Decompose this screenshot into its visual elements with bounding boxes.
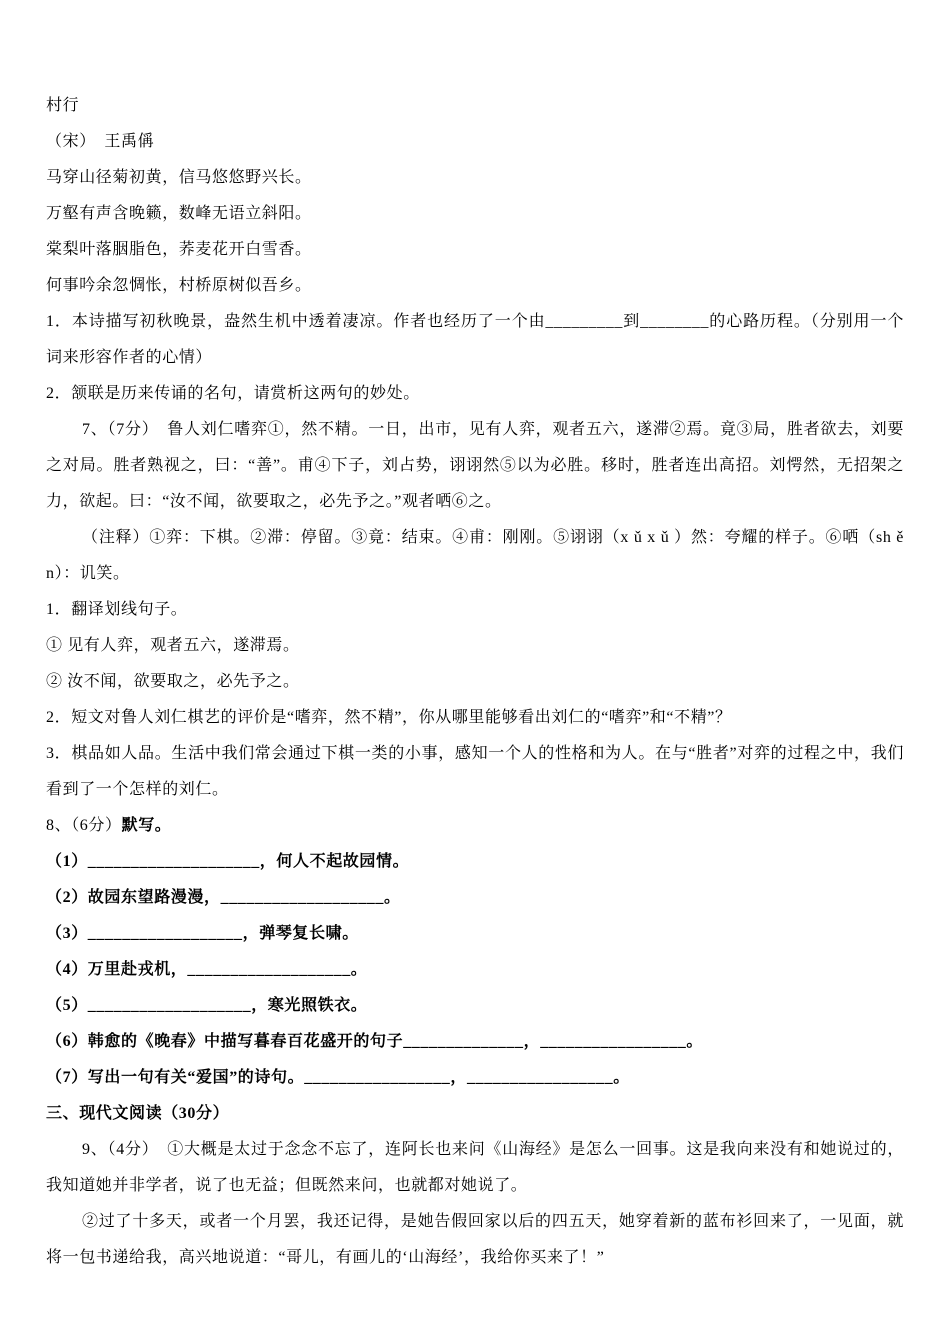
poem-line: 马穿山径菊初黄，信马悠悠野兴长。 bbox=[46, 169, 312, 186]
poem-line: 万壑有声含晚籁，数峰无语立斜阳。 bbox=[46, 205, 312, 222]
dictation-heading bbox=[46, 808, 904, 844]
classical-translate-sentence-2: ② 汝不闻，欲要取之，必先予之。 bbox=[46, 673, 300, 690]
classical-question-2: 2．短文对鲁人刘仁棋艺的评价是“嗜弈，然不精”，你从哪里能够看出刘仁的“嗜弈”和“不精”？ bbox=[46, 709, 732, 726]
modern-reading-heading: 三、现代文阅读（30分） bbox=[46, 1105, 230, 1122]
dictation-item: （6）韩愈的《晚春》中描写暮春百花盛开的句子______________，_________________。 bbox=[46, 1033, 704, 1050]
poem-line: 何事吟余忽惆怅，村桥原树似吾乡。 bbox=[46, 277, 312, 294]
classical-notes: （注释）①弈：下棋。②滞：停留。③竟：结束。④甫：刚刚。⑤诩诩（x ǔ x ǔ ）然：夸耀的样子。⑥哂（sh ě n）：讥笑。 bbox=[46, 529, 904, 582]
classical-question-1: 1．翻译划线句子。 bbox=[46, 601, 188, 618]
classical-passage: 7、（7分） 鲁人刘仁嗜弈①，然不精。一日，出市，见有人弈，观者五六，遂滞②焉。竟③局，胜者欲去，刘要之对局。胜者熟视之，曰：“善”。甫④下子，刘占势，诩诩然⑤以为必胜。移时，胜者连出高招。刘愕然，无招架之力，欲起。曰：“汝不闻，欲要取之，必先予之。”观者哂⑥之。 bbox=[46, 421, 904, 510]
dictation-item: （3）__________________，弹琴复长啸。 bbox=[46, 925, 359, 942]
modern-paragraph-2: ②过了十多天，或者一个月罢，我还记得，是她告假回家以后的四五天，她穿着新的蓝布衫回来了，一见面，就将一包书递给我，高兴地说道：“哥儿，有画儿的‘山海经’，我给你买来了！” bbox=[46, 1213, 904, 1266]
dictation-heading-label: 默写。 bbox=[121, 817, 172, 834]
dictation-item: （5）___________________，寒光照铁衣。 bbox=[46, 997, 368, 1014]
dictation-item: （1）____________________，何人不起故园情。 bbox=[46, 853, 410, 870]
classical-question-3: 3．棋品如人品。生活中我们常会通过下棋一类的小事，感知一个人的性格和为人。在与“胜者”对弈的过程之中，我们看到了一个怎样的刘仁。 bbox=[46, 745, 904, 798]
classical-translate-sentence-1: ① 见有人弈，观者五六，遂滞焉。 bbox=[46, 637, 300, 654]
poem-line: 棠梨叶落胭脂色，荞麦花开白雪香。 bbox=[46, 241, 312, 258]
dictation-item: （2）故园东望路漫漫，___________________。 bbox=[46, 889, 401, 906]
poem-title: 村行 bbox=[46, 97, 80, 114]
dictation-item: （4）万里赴戎机，___________________。 bbox=[46, 961, 368, 978]
dictation-item: （7）写出一句有关“爱国”的诗句。_________________，_________________。 bbox=[46, 1069, 630, 1086]
poem-author: （宋） 王禹偁 bbox=[46, 133, 155, 150]
modern-paragraph-1: 9、（4分） ①大概是太过于念念不忘了，连阿长也来问《山海经》是怎么一回事。这是我向来没有和她说过的，我知道她并非学者，说了也无益；但既然来问，也就都对她说了。 bbox=[46, 1141, 904, 1194]
poem-question-2: 2．颔联是历来传诵的名句，请赏析这两句的妙处。 bbox=[46, 385, 420, 402]
dictation-heading-prefix: 8、（6分） bbox=[46, 817, 122, 834]
poem-question-1: 1．本诗描写初秋晚景，盎然生机中透着凄凉。作者也经历了一个由_________到________的心路历程。（分别用一个词来形容作者的心情） bbox=[46, 313, 904, 366]
